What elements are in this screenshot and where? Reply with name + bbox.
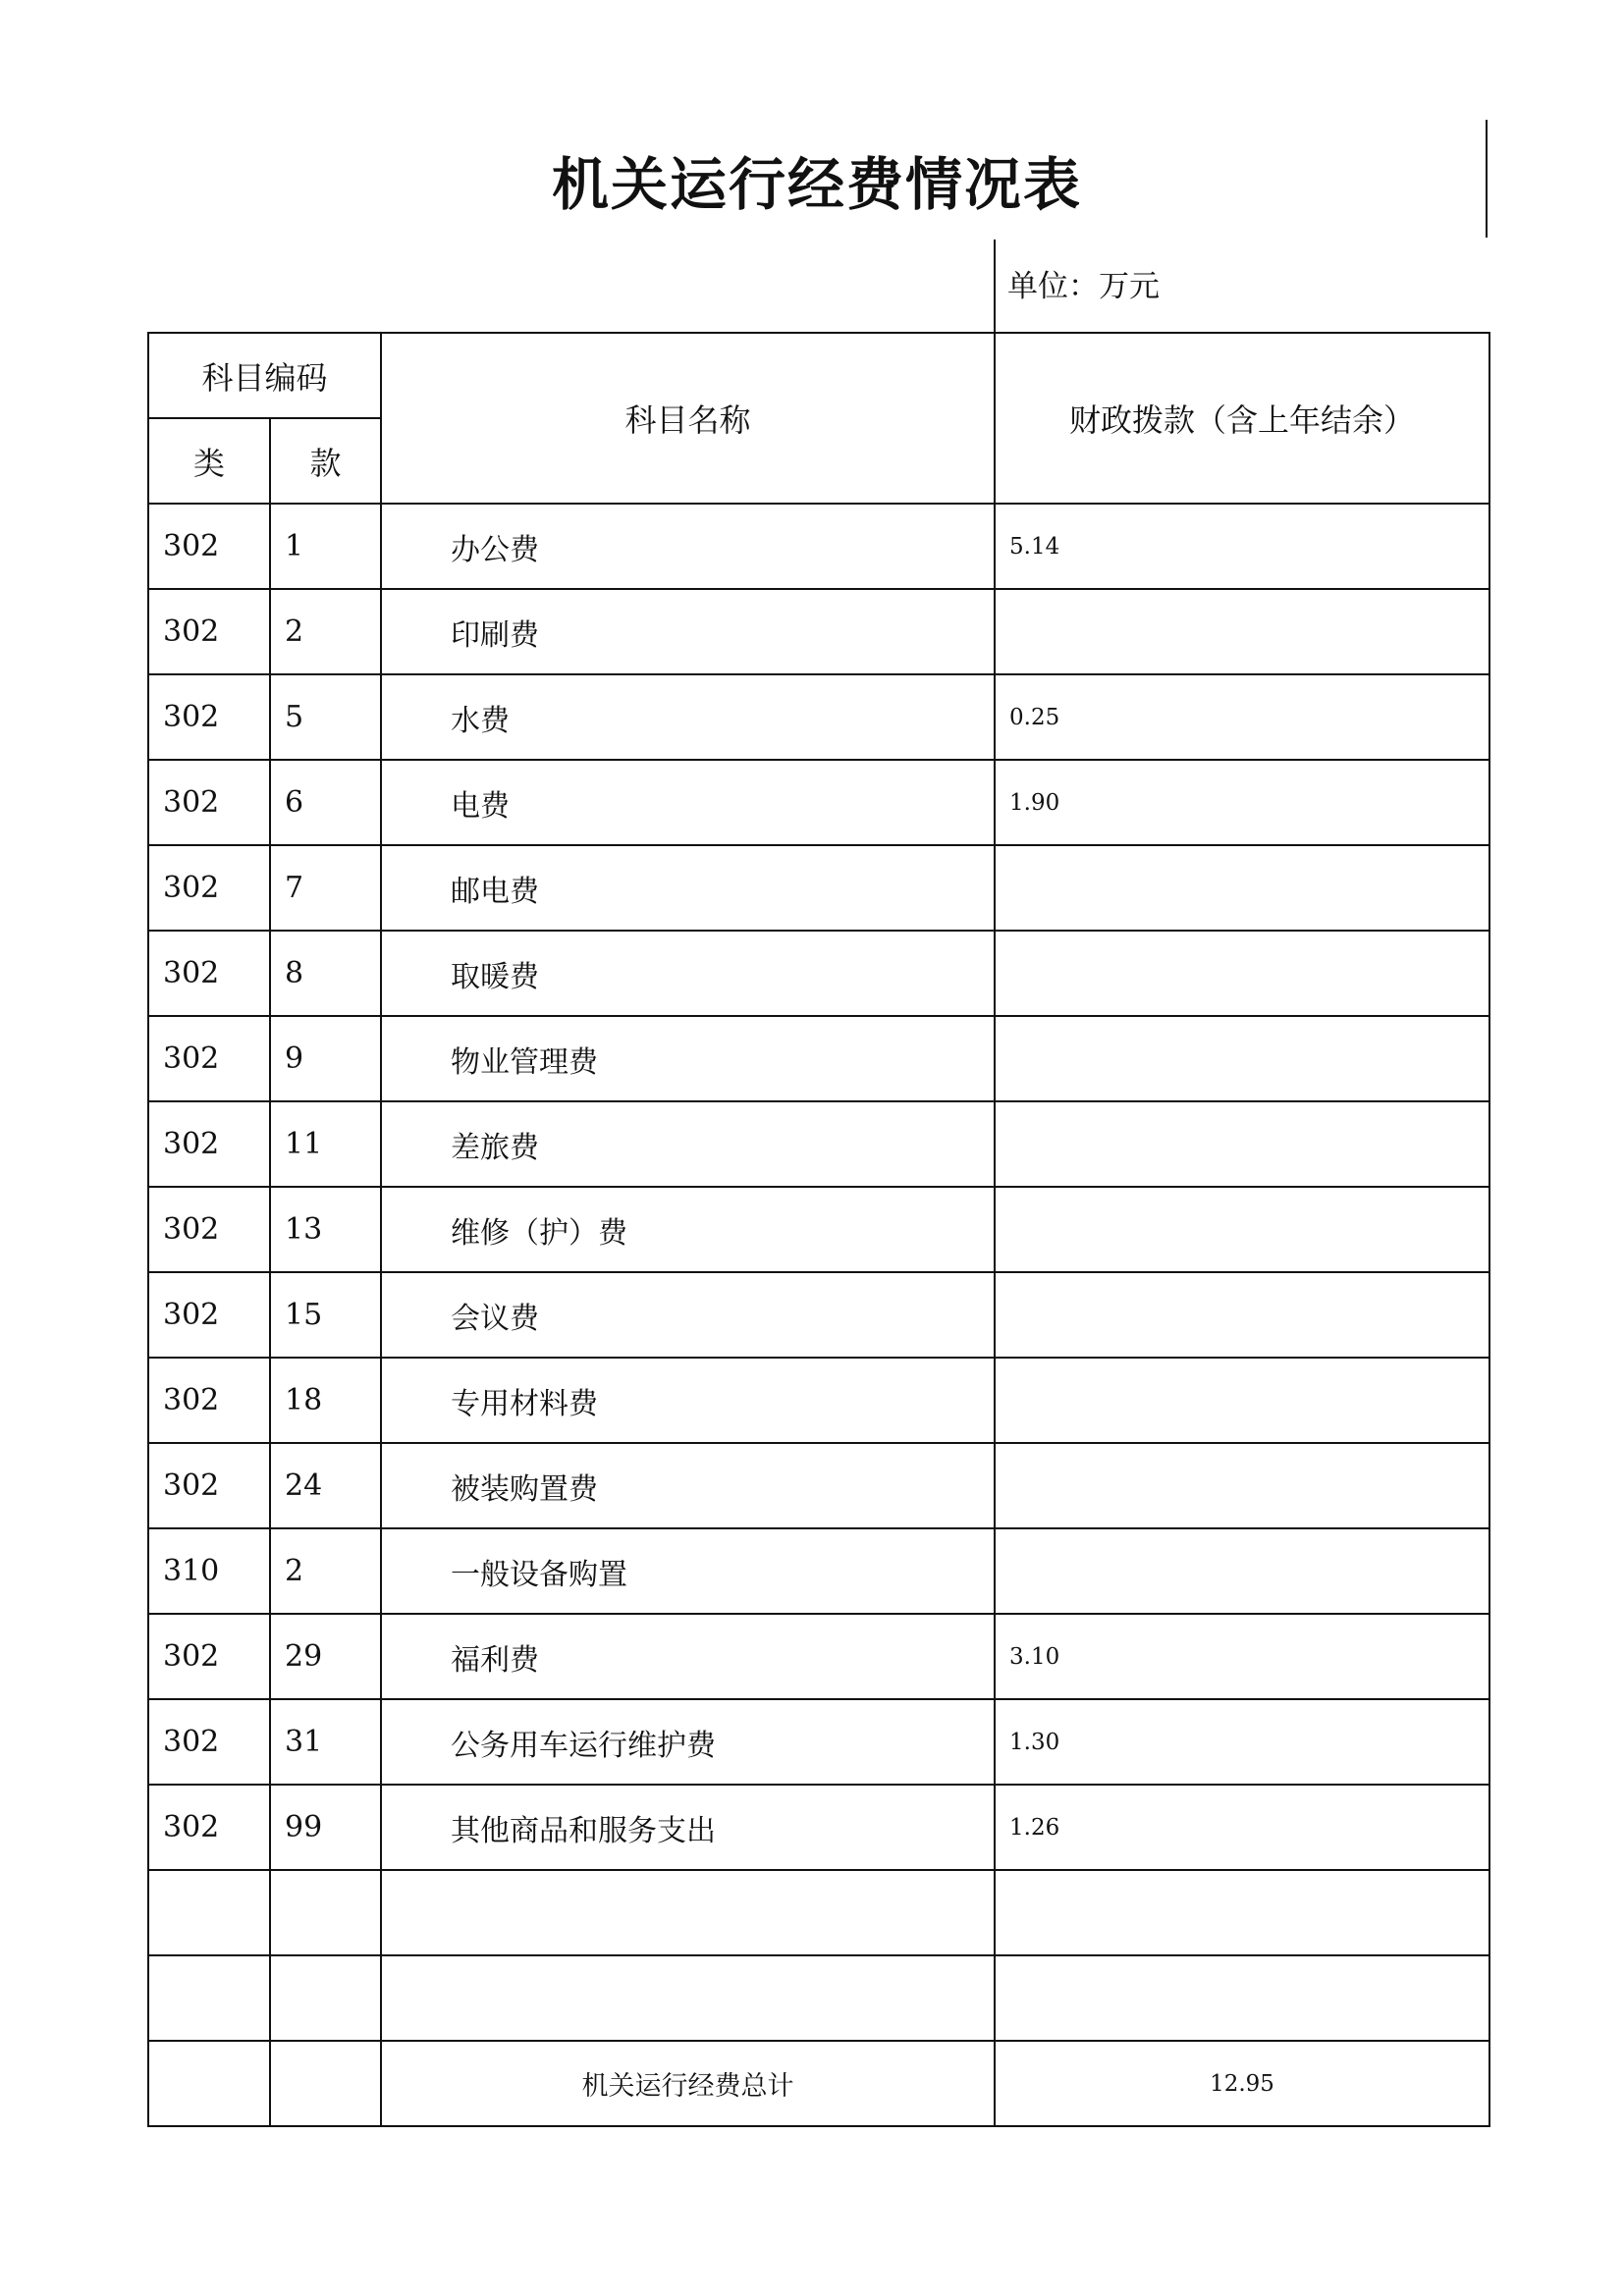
- subject-name-cell: 其他商品和服务支出: [381, 1785, 995, 1870]
- class-code-cell: 302: [148, 1016, 270, 1101]
- item-code-cell: 1: [270, 504, 381, 589]
- total-item-cell: [270, 2041, 381, 2126]
- top-right-rule: [1486, 120, 1488, 238]
- amount-cell: [995, 589, 1489, 674]
- amount-cell: [995, 845, 1489, 931]
- subject-name-cell: 被装购置费: [381, 1443, 995, 1528]
- subject-name-cell: 取暖费: [381, 931, 995, 1016]
- class-code-cell: 302: [148, 1272, 270, 1358]
- item-code-cell: 31: [270, 1699, 381, 1785]
- subject-name-cell: 一般设备购置: [381, 1528, 995, 1614]
- subject-name-cell: 物业管理费: [381, 1016, 995, 1101]
- page-title: 机关运行经费情况表: [551, 151, 1082, 218]
- item-code-cell: 11: [270, 1101, 381, 1187]
- item-code-cell: 7: [270, 845, 381, 931]
- table-row: [148, 1785, 1489, 1870]
- amount-cell: [995, 1016, 1489, 1101]
- table-row: [148, 760, 1489, 845]
- item-code-cell: 13: [270, 1187, 381, 1272]
- subject-name-cell: 水费: [381, 674, 995, 760]
- unit-label: 单位：万元: [1007, 269, 1160, 304]
- subject-name-cell: 福利费: [381, 1614, 995, 1699]
- item-code-cell: 99: [270, 1785, 381, 1870]
- item-code-cell: 24: [270, 1443, 381, 1528]
- item-code-cell: 29: [270, 1614, 381, 1699]
- amount-cell: 5.14: [995, 504, 1489, 589]
- table-row: [148, 1016, 1489, 1101]
- class-code-cell: [148, 1955, 270, 2041]
- subject-name-cell: 差旅费: [381, 1101, 995, 1187]
- item-code-cell: 6: [270, 760, 381, 845]
- total-class-cell: [148, 2041, 270, 2126]
- subject-name-cell: 印刷费: [381, 589, 995, 674]
- table-row: [148, 589, 1489, 674]
- item-code-cell: 8: [270, 931, 381, 1016]
- table-row: [148, 1870, 1489, 1955]
- table-row: [148, 674, 1489, 760]
- subject-name-cell: 会议费: [381, 1272, 995, 1358]
- subject-name-cell: 公务用车运行维护费: [381, 1699, 995, 1785]
- total-amount-cell: 12.95: [995, 2041, 1489, 2126]
- table-row: [148, 845, 1489, 931]
- class-code-cell: 302: [148, 674, 270, 760]
- item-code-cell: 9: [270, 1016, 381, 1101]
- subject-name-cell: 维修（护）费: [381, 1187, 995, 1272]
- code-group-header: 科目编码: [148, 333, 381, 418]
- name-column-header: 科目名称: [381, 333, 995, 504]
- subject-name-cell: [381, 1955, 995, 2041]
- item-column-header: 款: [270, 418, 381, 504]
- item-code-cell: 2: [270, 1528, 381, 1614]
- amount-cell: [995, 1101, 1489, 1187]
- amount-cell: [995, 931, 1489, 1016]
- amount-cell: 3.10: [995, 1614, 1489, 1699]
- item-code-cell: 18: [270, 1358, 381, 1443]
- amount-cell: 1.26: [995, 1785, 1489, 1870]
- amount-cell: [995, 1187, 1489, 1272]
- item-code-cell: 15: [270, 1272, 381, 1358]
- expense-table: [147, 332, 1490, 2127]
- unit-divider: [994, 240, 996, 334]
- class-code-cell: 302: [148, 845, 270, 931]
- table-row: [148, 504, 1489, 589]
- class-code-cell: 302: [148, 504, 270, 589]
- item-code-cell: 5: [270, 674, 381, 760]
- table-row: [148, 1187, 1489, 1272]
- table-row: [148, 1614, 1489, 1699]
- class-code-cell: 302: [148, 1614, 270, 1699]
- amount-cell: [995, 1955, 1489, 2041]
- subject-name-cell: 办公费: [381, 504, 995, 589]
- amount-cell: 0.25: [995, 674, 1489, 760]
- class-code-cell: 302: [148, 1785, 270, 1870]
- item-code-cell: 2: [270, 589, 381, 674]
- amount-cell: [995, 1443, 1489, 1528]
- table-row: [148, 1699, 1489, 1785]
- table-row: [148, 1101, 1489, 1187]
- class-code-cell: 302: [148, 1358, 270, 1443]
- class-code-cell: 310: [148, 1528, 270, 1614]
- class-code-cell: 302: [148, 1699, 270, 1785]
- class-code-cell: 302: [148, 1443, 270, 1528]
- header-row-1: [148, 333, 1489, 418]
- table-row: [148, 1528, 1489, 1614]
- subject-name-cell: 专用材料费: [381, 1358, 995, 1443]
- table-row: [148, 1443, 1489, 1528]
- table-row: [148, 931, 1489, 1016]
- table-row: [148, 1272, 1489, 1358]
- class-code-cell: [148, 1870, 270, 1955]
- subject-name-cell: 电费: [381, 760, 995, 845]
- item-code-cell: [270, 1870, 381, 1955]
- class-column-header: 类: [148, 418, 270, 504]
- item-code-cell: [270, 1955, 381, 2041]
- class-code-cell: 302: [148, 760, 270, 845]
- amount-column-header: 财政拨款（含上年结余）: [995, 333, 1489, 504]
- amount-cell: [995, 1528, 1489, 1614]
- amount-cell: [995, 1870, 1489, 1955]
- table-row: [148, 1358, 1489, 1443]
- amount-cell: [995, 1272, 1489, 1358]
- class-code-cell: 302: [148, 1187, 270, 1272]
- total-label-cell: 机关运行经费总计: [381, 2041, 995, 2126]
- amount-cell: [995, 1358, 1489, 1443]
- class-code-cell: 302: [148, 1101, 270, 1187]
- amount-cell: 1.90: [995, 760, 1489, 845]
- class-code-cell: 302: [148, 931, 270, 1016]
- subject-name-cell: [381, 1870, 995, 1955]
- subject-name-cell: 邮电费: [381, 845, 995, 931]
- class-code-cell: 302: [148, 589, 270, 674]
- table-row: [148, 1955, 1489, 2041]
- total-row: [148, 2041, 1489, 2126]
- amount-cell: 1.30: [995, 1699, 1489, 1785]
